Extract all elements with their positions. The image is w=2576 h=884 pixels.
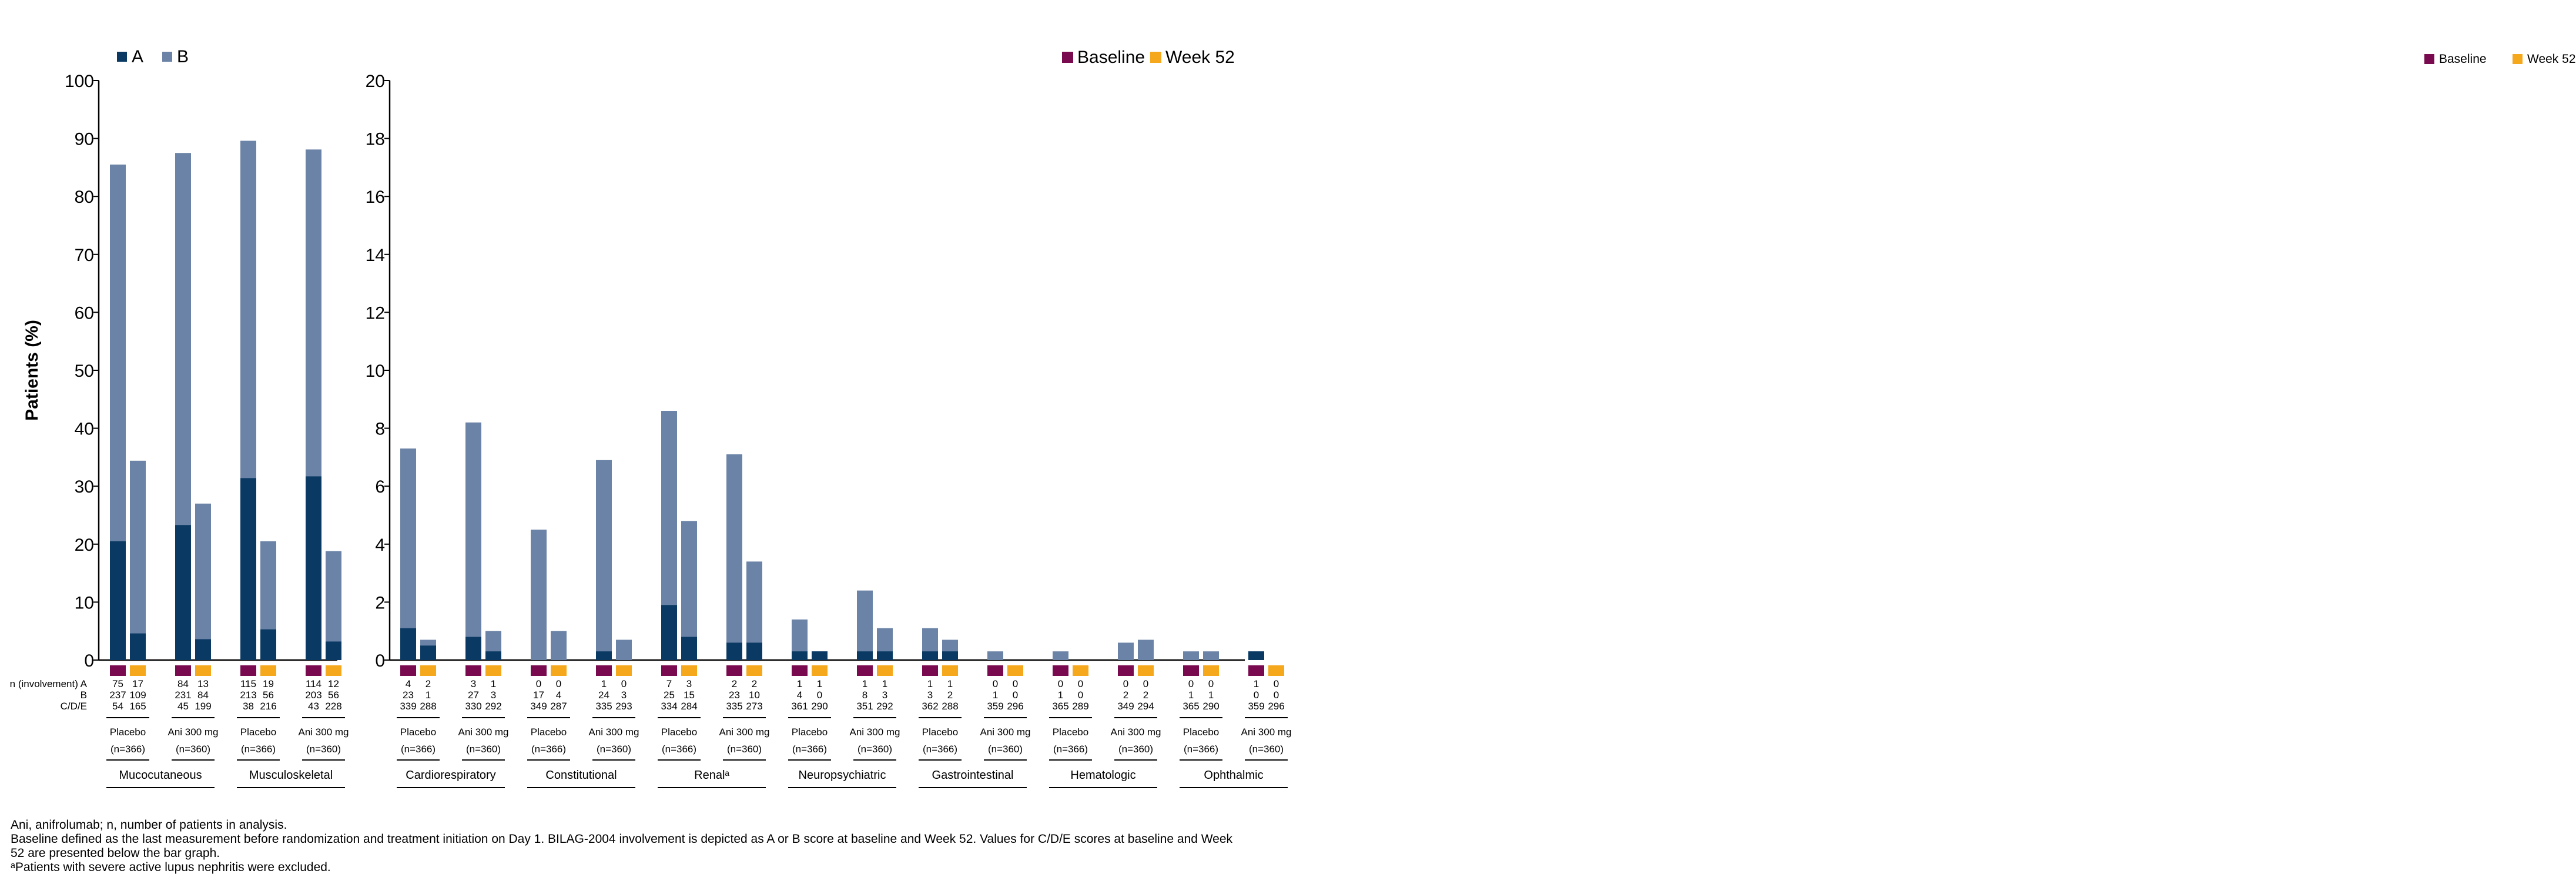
group-label-0-0-0: Placebo (109, 726, 146, 738)
time-marker-1-4-1-1 (1007, 665, 1023, 676)
time-marker-1-3-0-1 (812, 665, 828, 676)
y-tick-label-1-3: 6 (375, 477, 385, 497)
count-cde-1-0-1-0: 330 (465, 701, 482, 712)
count-a-0-1-0-0: 115 (240, 678, 257, 689)
group-label-1-4-1: Ani 300 mg (980, 726, 1031, 738)
count-b-0-0-0-0: 237 (109, 689, 126, 701)
legend-swatch-time-0 (1062, 52, 1073, 63)
time-marker-1-0-1-1 (485, 665, 501, 676)
time-marker-1-5-0-0 (1053, 665, 1068, 676)
count-cde-1-4-1-0: 359 (987, 701, 1004, 712)
organ-label-0-0: Mucocutaneous (119, 769, 202, 782)
y-tick-label-1-4: 8 (375, 419, 385, 439)
count-cde-1-6-1-0: 359 (1248, 701, 1265, 712)
bar-a-0-1-1-1 (326, 641, 341, 660)
group-label-1-0-0: Placebo (400, 726, 437, 738)
bar-a-1-0-1-0 (465, 637, 481, 660)
count-a-1-5-1-1: 0 (1143, 678, 1149, 689)
count-b-1-5-0-1: 0 (1077, 689, 1084, 701)
count-a-0-1-1-1: 12 (328, 678, 339, 689)
time-marker-1-2-1-0 (726, 665, 742, 676)
footnote-abbreviations: Ani, anifrolumab; n, number of patients in analysis. (11, 818, 287, 832)
count-b-1-0-0-1: 1 (425, 689, 431, 701)
time-marker-1-0-1-0 (465, 665, 481, 676)
count-b-1-2-1-0: 23 (729, 689, 740, 701)
group-label-1-2-0: Placebo (661, 726, 698, 738)
group-n-0-0-1: (n=360) (175, 744, 211, 755)
group-label-1-3-1: Ani 300 mg (849, 726, 900, 738)
bar-a-1-4-0-0 (922, 651, 938, 660)
bar-b-0-0-0-1 (130, 461, 146, 660)
time-marker-1-0-0-0 (400, 665, 416, 676)
count-b-1-3-0-0: 4 (796, 689, 803, 701)
group-label-1-5-0: Placebo (1052, 726, 1089, 738)
group-n-0-1-1: (n=360) (306, 744, 341, 755)
count-cde-1-0-0-1: 288 (420, 701, 437, 712)
count-cde-1-5-0-1: 289 (1072, 701, 1089, 712)
time-marker-1-2-0-1 (681, 665, 697, 676)
y-tick-label-0-7: 70 (74, 245, 94, 265)
group-n-1-2-0: (n=366) (661, 744, 697, 755)
count-b-1-0-1-1: 3 (490, 689, 497, 701)
y-tick-label-0-10: 100 (64, 72, 94, 91)
count-a-0-0-0-0: 75 (112, 678, 123, 689)
count-a-1-3-1-1: 1 (882, 678, 888, 689)
bar-a-0-1-0-1 (260, 629, 276, 660)
count-a-0-0-1-0: 84 (177, 678, 189, 689)
count-cde-1-3-1-0: 351 (856, 701, 873, 712)
y-tick-label-0-2: 20 (74, 535, 94, 555)
count-cde-1-6-0-1: 290 (1202, 701, 1220, 712)
count-cde-1-5-1-1: 294 (1137, 701, 1154, 712)
bar-b-1-3-1-0 (857, 591, 873, 660)
count-a-1-1-1-1: 0 (621, 678, 627, 689)
bar-a-1-3-1-0 (857, 651, 873, 660)
count-a-1-4-1-0: 0 (992, 678, 999, 689)
organ-label-1-0: Cardiorespiratory (406, 769, 496, 782)
time-marker-1-1-0-1 (551, 665, 567, 676)
count-cde-1-3-1-1: 292 (876, 701, 893, 712)
y-tick-label-0-6: 60 (74, 303, 94, 323)
count-b-1-6-0-0: 1 (1188, 689, 1194, 701)
time-marker-1-1-1-1 (616, 665, 632, 676)
time-marker-0-0-1-1 (195, 665, 211, 676)
count-b-1-1-0-0: 17 (533, 689, 544, 701)
count-b-0-0-1-0: 231 (175, 689, 192, 701)
count-cde-0-0-1-1: 199 (195, 701, 212, 712)
bar-a-0-0-0-1 (130, 634, 146, 660)
count-cde-1-1-1-0: 335 (595, 701, 612, 712)
y-tick-label-0-4: 40 (74, 419, 94, 439)
count-cde-1-6-0-0: 365 (1183, 701, 1200, 712)
count-cde-0-1-1-1: 228 (325, 701, 342, 712)
count-a-1-4-0-0: 1 (927, 678, 933, 689)
organ-label-1-2: Renalᵃ (694, 769, 729, 782)
bar-a-1-0-0-1 (420, 645, 436, 660)
group-n-1-4-0: (n=366) (922, 744, 958, 755)
count-a-1-2-0-0: 7 (666, 678, 672, 689)
count-b-1-2-0-0: 25 (664, 689, 675, 701)
group-n-0-0-0: (n=366) (110, 744, 146, 755)
count-a-1-6-1-1: 0 (1273, 678, 1279, 689)
time-marker-0-1-0-1 (260, 665, 276, 676)
count-b-1-2-1-1: 10 (749, 689, 760, 701)
legend-swatch-time-1 (1150, 52, 1161, 63)
count-cde-1-1-0-1: 287 (550, 701, 567, 712)
time-marker-1-5-1-0 (1118, 665, 1134, 676)
count-cde-0-1-0-0: 38 (243, 701, 254, 712)
legend-label-A: A (132, 47, 144, 66)
count-cde-1-4-1-1: 296 (1007, 701, 1024, 712)
count-b-0-1-0-0: 213 (240, 689, 257, 701)
bar-b-1-6-0-1 (1203, 651, 1219, 660)
bar-b-1-4-1-0 (987, 651, 1003, 660)
bar-b-1-0-1-0 (465, 423, 481, 660)
time-marker-0-1-1-1 (326, 665, 341, 676)
row-label-cde: C/D/E (60, 701, 87, 712)
group-n-1-1-0: (n=366) (531, 744, 567, 755)
time-marker-1-2-1-1 (746, 665, 762, 676)
bar-a-0-1-1-0 (306, 476, 321, 660)
count-b-1-5-1-1: 2 (1143, 689, 1149, 701)
y-tick-label-0-9: 90 (74, 129, 94, 149)
group-n-1-0-1: (n=360) (465, 744, 501, 755)
footnote-baseline-definition: Baseline defined as the last measurement before randomization and treatment initiation on Day 1. BILAG-2004 involvement is depicted as A or B score at baseline and Week 52. Values for C/D/E scores at baseline and Week 52 are presented below the bar graph. (11, 832, 1233, 860)
count-b-0-0-0-1: 109 (129, 689, 146, 701)
time-marker-0-1-0-0 (240, 665, 256, 676)
count-cde-0-1-0-1: 216 (260, 701, 277, 712)
y-tick-label-1-0: 0 (375, 651, 385, 671)
group-n-1-6-1: (n=360) (1248, 744, 1284, 755)
group-n-1-1-1: (n=360) (596, 744, 632, 755)
count-a-0-0-0-1: 17 (132, 678, 143, 689)
bar-a-1-3-1-1 (877, 651, 893, 660)
count-a-1-0-1-0: 3 (470, 678, 477, 689)
count-cde-0-0-0-0: 54 (112, 701, 123, 712)
count-b-0-1-1-1: 56 (328, 689, 339, 701)
count-cde-1-2-1-0: 335 (726, 701, 743, 712)
y-tick-label-1-1: 2 (375, 593, 385, 613)
count-a-1-0-0-0: 4 (405, 678, 411, 689)
bar-b-1-5-0-0 (1053, 651, 1068, 660)
group-label-0-1-0: Placebo (240, 726, 277, 738)
time-marker-1-6-0-1 (1203, 665, 1219, 676)
group-label-1-1-1: Ani 300 mg (588, 726, 639, 738)
count-a-1-2-1-1: 2 (751, 678, 758, 689)
organ-label-0-1: Musculoskeletal (249, 769, 333, 782)
bar-b-1-1-1-0 (596, 460, 612, 660)
count-b-1-1-0-1: 4 (555, 689, 562, 701)
time-marker-0-1-1-0 (306, 665, 321, 676)
count-cde-1-1-1-1: 293 (615, 701, 632, 712)
time-marker-1-6-1-0 (1248, 665, 1264, 676)
count-a-1-6-0-1: 0 (1208, 678, 1214, 689)
y-tick-label-0-8: 80 (74, 187, 94, 207)
legend-swatch-B (162, 52, 172, 62)
legend-far-label-1: Week 52 (2527, 52, 2576, 66)
count-a-1-0-0-1: 2 (425, 678, 431, 689)
count-cde-1-2-0-0: 334 (661, 701, 678, 712)
count-a-1-6-1-0: 1 (1253, 678, 1259, 689)
group-n-1-3-0: (n=366) (792, 744, 828, 755)
bar-b-1-6-0-0 (1183, 651, 1199, 660)
group-label-1-5-1: Ani 300 mg (1110, 726, 1161, 738)
group-label-1-6-0: Placebo (1183, 726, 1220, 738)
bar-b-1-1-1-1 (616, 639, 632, 660)
time-marker-0-0-0-1 (130, 665, 146, 676)
bar-a-1-2-1-1 (746, 642, 762, 660)
bar-a-0-0-0-0 (110, 541, 126, 660)
time-marker-1-6-1-1 (1268, 665, 1284, 676)
y-tick-label-1-6: 12 (365, 303, 385, 323)
group-n-1-2-1: (n=360) (726, 744, 762, 755)
bar-b-0-0-1-1 (195, 504, 211, 660)
bar-a-0-1-0-0 (240, 478, 256, 660)
organ-label-1-6: Ophthalmic (1204, 769, 1264, 782)
y-tick-label-1-10: 20 (365, 72, 385, 91)
organ-label-1-1: Constitutional (545, 769, 617, 782)
time-marker-1-0-0-1 (420, 665, 436, 676)
time-marker-1-1-0-0 (531, 665, 547, 676)
time-marker-0-0-0-0 (110, 665, 126, 676)
group-label-0-1-1: Ani 300 mg (298, 726, 349, 738)
organ-label-1-5: Hematologic (1070, 769, 1136, 782)
count-a-0-1-1-0: 114 (305, 678, 322, 689)
bar-b-1-1-0-0 (531, 530, 547, 660)
count-a-1-0-1-1: 1 (490, 678, 497, 689)
count-b-1-1-1-1: 3 (621, 689, 627, 701)
time-marker-1-3-0-0 (792, 665, 808, 676)
legend-far-label-0: Baseline (2439, 52, 2487, 66)
y-tick-label-1-7: 14 (365, 245, 385, 265)
time-marker-1-1-1-0 (596, 665, 612, 676)
group-label-1-0-1: Ani 300 mg (458, 726, 509, 738)
count-a-1-3-0-0: 1 (796, 678, 803, 689)
group-label-1-2-1: Ani 300 mg (719, 726, 770, 738)
count-b-1-6-0-1: 1 (1208, 689, 1214, 701)
count-b-1-4-1-0: 1 (992, 689, 999, 701)
y-axis-title: Patients (%) (22, 320, 42, 421)
bar-a-1-2-1-0 (726, 642, 742, 660)
row-label-a: n (involvement) A (9, 678, 87, 689)
count-a-1-6-0-0: 0 (1188, 678, 1194, 689)
count-a-1-2-0-1: 3 (686, 678, 692, 689)
count-b-1-6-1-1: 0 (1273, 689, 1279, 701)
y-tick-label-1-5: 10 (365, 361, 385, 381)
bar-a-1-4-0-1 (942, 651, 958, 660)
legend-label-time-0: Baseline (1077, 48, 1145, 67)
count-cde-1-3-0-1: 290 (811, 701, 828, 712)
bar-a-0-0-1-0 (175, 525, 191, 660)
count-cde-1-0-0-0: 339 (400, 701, 417, 712)
bar-b-1-5-1-1 (1138, 639, 1154, 660)
count-a-1-1-0-0: 0 (535, 678, 542, 689)
time-marker-1-3-1-1 (877, 665, 893, 676)
count-cde-1-4-0-1: 288 (942, 701, 959, 712)
count-a-1-1-1-0: 1 (601, 678, 607, 689)
y-tick-label-1-9: 18 (365, 129, 385, 149)
group-label-1-3-0: Placebo (791, 726, 828, 738)
legend-swatch-A (117, 52, 127, 62)
group-n-1-6-0: (n=366) (1183, 744, 1219, 755)
group-n-1-5-0: (n=366) (1053, 744, 1088, 755)
bar-a-1-0-0-0 (400, 628, 416, 660)
bar-b-1-5-1-0 (1118, 642, 1134, 660)
y-tick-label-0-0: 0 (84, 651, 94, 671)
count-cde-1-4-0-0: 362 (922, 701, 939, 712)
count-b-0-1-0-1: 56 (263, 689, 274, 701)
y-tick-label-1-2: 4 (375, 535, 385, 555)
count-b-1-5-1-0: 2 (1123, 689, 1129, 701)
count-b-1-3-0-1: 0 (816, 689, 823, 701)
count-a-1-1-0-1: 0 (555, 678, 562, 689)
count-a-1-5-0-1: 0 (1077, 678, 1084, 689)
bar-a-1-1-1-0 (596, 651, 612, 660)
count-b-0-0-1-1: 84 (197, 689, 209, 701)
group-label-1-1-0: Placebo (530, 726, 567, 738)
group-n-1-5-1: (n=360) (1118, 744, 1154, 755)
count-a-1-5-0-0: 0 (1057, 678, 1064, 689)
count-b-1-3-1-0: 8 (862, 689, 868, 701)
count-a-1-2-1-0: 2 (731, 678, 738, 689)
count-b-1-0-0-0: 23 (403, 689, 414, 701)
bar-b-1-1-0-1 (551, 631, 567, 660)
y-tick-label-0-1: 10 (74, 593, 94, 613)
count-a-1-5-1-0: 0 (1123, 678, 1129, 689)
count-b-1-0-1-0: 27 (468, 689, 479, 701)
bar-b-1-2-1-0 (726, 454, 742, 660)
count-cde-1-2-1-1: 273 (746, 701, 763, 712)
time-marker-1-4-1-0 (987, 665, 1003, 676)
footnotes (11, 818, 1245, 875)
legend-label-time-1: Week 52 (1165, 48, 1235, 67)
count-cde-1-6-1-1: 296 (1268, 701, 1285, 712)
count-a-1-3-1-0: 1 (862, 678, 868, 689)
count-cde-1-1-0-0: 349 (530, 701, 547, 712)
time-marker-1-5-1-1 (1138, 665, 1154, 676)
bar-a-1-2-0-0 (661, 605, 677, 660)
bar-a-1-3-0-0 (792, 651, 808, 660)
time-marker-1-6-0-0 (1183, 665, 1199, 676)
group-n-0-1-0: (n=366) (240, 744, 276, 755)
time-marker-1-2-0-0 (661, 665, 677, 676)
count-cde-1-2-0-1: 284 (681, 701, 698, 712)
count-cde-1-5-1-0: 349 (1117, 701, 1134, 712)
count-b-1-5-0-0: 1 (1057, 689, 1064, 701)
count-a-1-4-1-1: 0 (1012, 678, 1019, 689)
count-a-0-1-0-1: 19 (263, 678, 274, 689)
count-b-1-1-1-0: 24 (598, 689, 609, 701)
time-marker-0-0-1-0 (175, 665, 191, 676)
count-b-1-4-0-0: 3 (927, 689, 933, 701)
legend-label-B: B (177, 47, 189, 66)
count-b-0-1-1-0: 203 (305, 689, 322, 701)
count-cde-0-0-0-1: 165 (129, 701, 146, 712)
count-b-1-6-1-0: 0 (1253, 689, 1259, 701)
count-b-1-3-1-1: 3 (882, 689, 888, 701)
organ-label-1-4: Gastrointestinal (932, 769, 1014, 782)
y-tick-label-0-5: 50 (74, 361, 94, 381)
group-n-1-3-1: (n=360) (857, 744, 893, 755)
count-b-1-4-0-1: 2 (947, 689, 953, 701)
time-marker-1-4-0-0 (922, 665, 938, 676)
organ-label-1-3: Neuropsychiatric (798, 769, 886, 782)
count-cde-0-0-1-0: 45 (177, 701, 189, 712)
count-b-1-4-1-1: 0 (1012, 689, 1019, 701)
count-b-1-2-0-1: 15 (684, 689, 695, 701)
group-n-1-0-0: (n=366) (400, 744, 436, 755)
bar-a-1-3-0-1 (812, 651, 828, 660)
count-cde-1-0-1-1: 292 (485, 701, 502, 712)
legend-far-swatch-0 (2424, 54, 2434, 64)
count-cde-1-5-0-0: 365 (1052, 701, 1069, 712)
group-label-0-0-1: Ani 300 mg (168, 726, 219, 738)
count-a-1-4-0-1: 1 (947, 678, 953, 689)
time-marker-1-5-0-1 (1073, 665, 1088, 676)
footnote-renal: ᵃPatients with severe active lupus nephritis were excluded. (11, 860, 331, 874)
count-cde-0-1-1-0: 43 (308, 701, 319, 712)
count-a-1-3-0-1: 1 (816, 678, 823, 689)
group-label-1-6-1: Ani 300 mg (1241, 726, 1292, 738)
row-label-b: B (80, 689, 87, 701)
y-tick-label-0-3: 30 (74, 477, 94, 497)
legend-far-swatch-1 (2513, 54, 2523, 64)
group-label-1-4-0: Placebo (922, 726, 959, 738)
group-n-1-4-1: (n=360) (987, 744, 1023, 755)
bar-a-1-2-0-1 (681, 637, 697, 660)
count-cde-1-3-0-0: 361 (791, 701, 808, 712)
bar-a-0-0-1-1 (195, 639, 211, 660)
bar-a-1-0-1-1 (485, 651, 501, 660)
time-marker-1-3-1-0 (857, 665, 873, 676)
time-marker-1-4-0-1 (942, 665, 958, 676)
y-tick-label-1-8: 16 (365, 187, 385, 207)
bar-a-1-6-1-0 (1248, 651, 1264, 660)
count-a-0-0-1-1: 13 (197, 678, 209, 689)
